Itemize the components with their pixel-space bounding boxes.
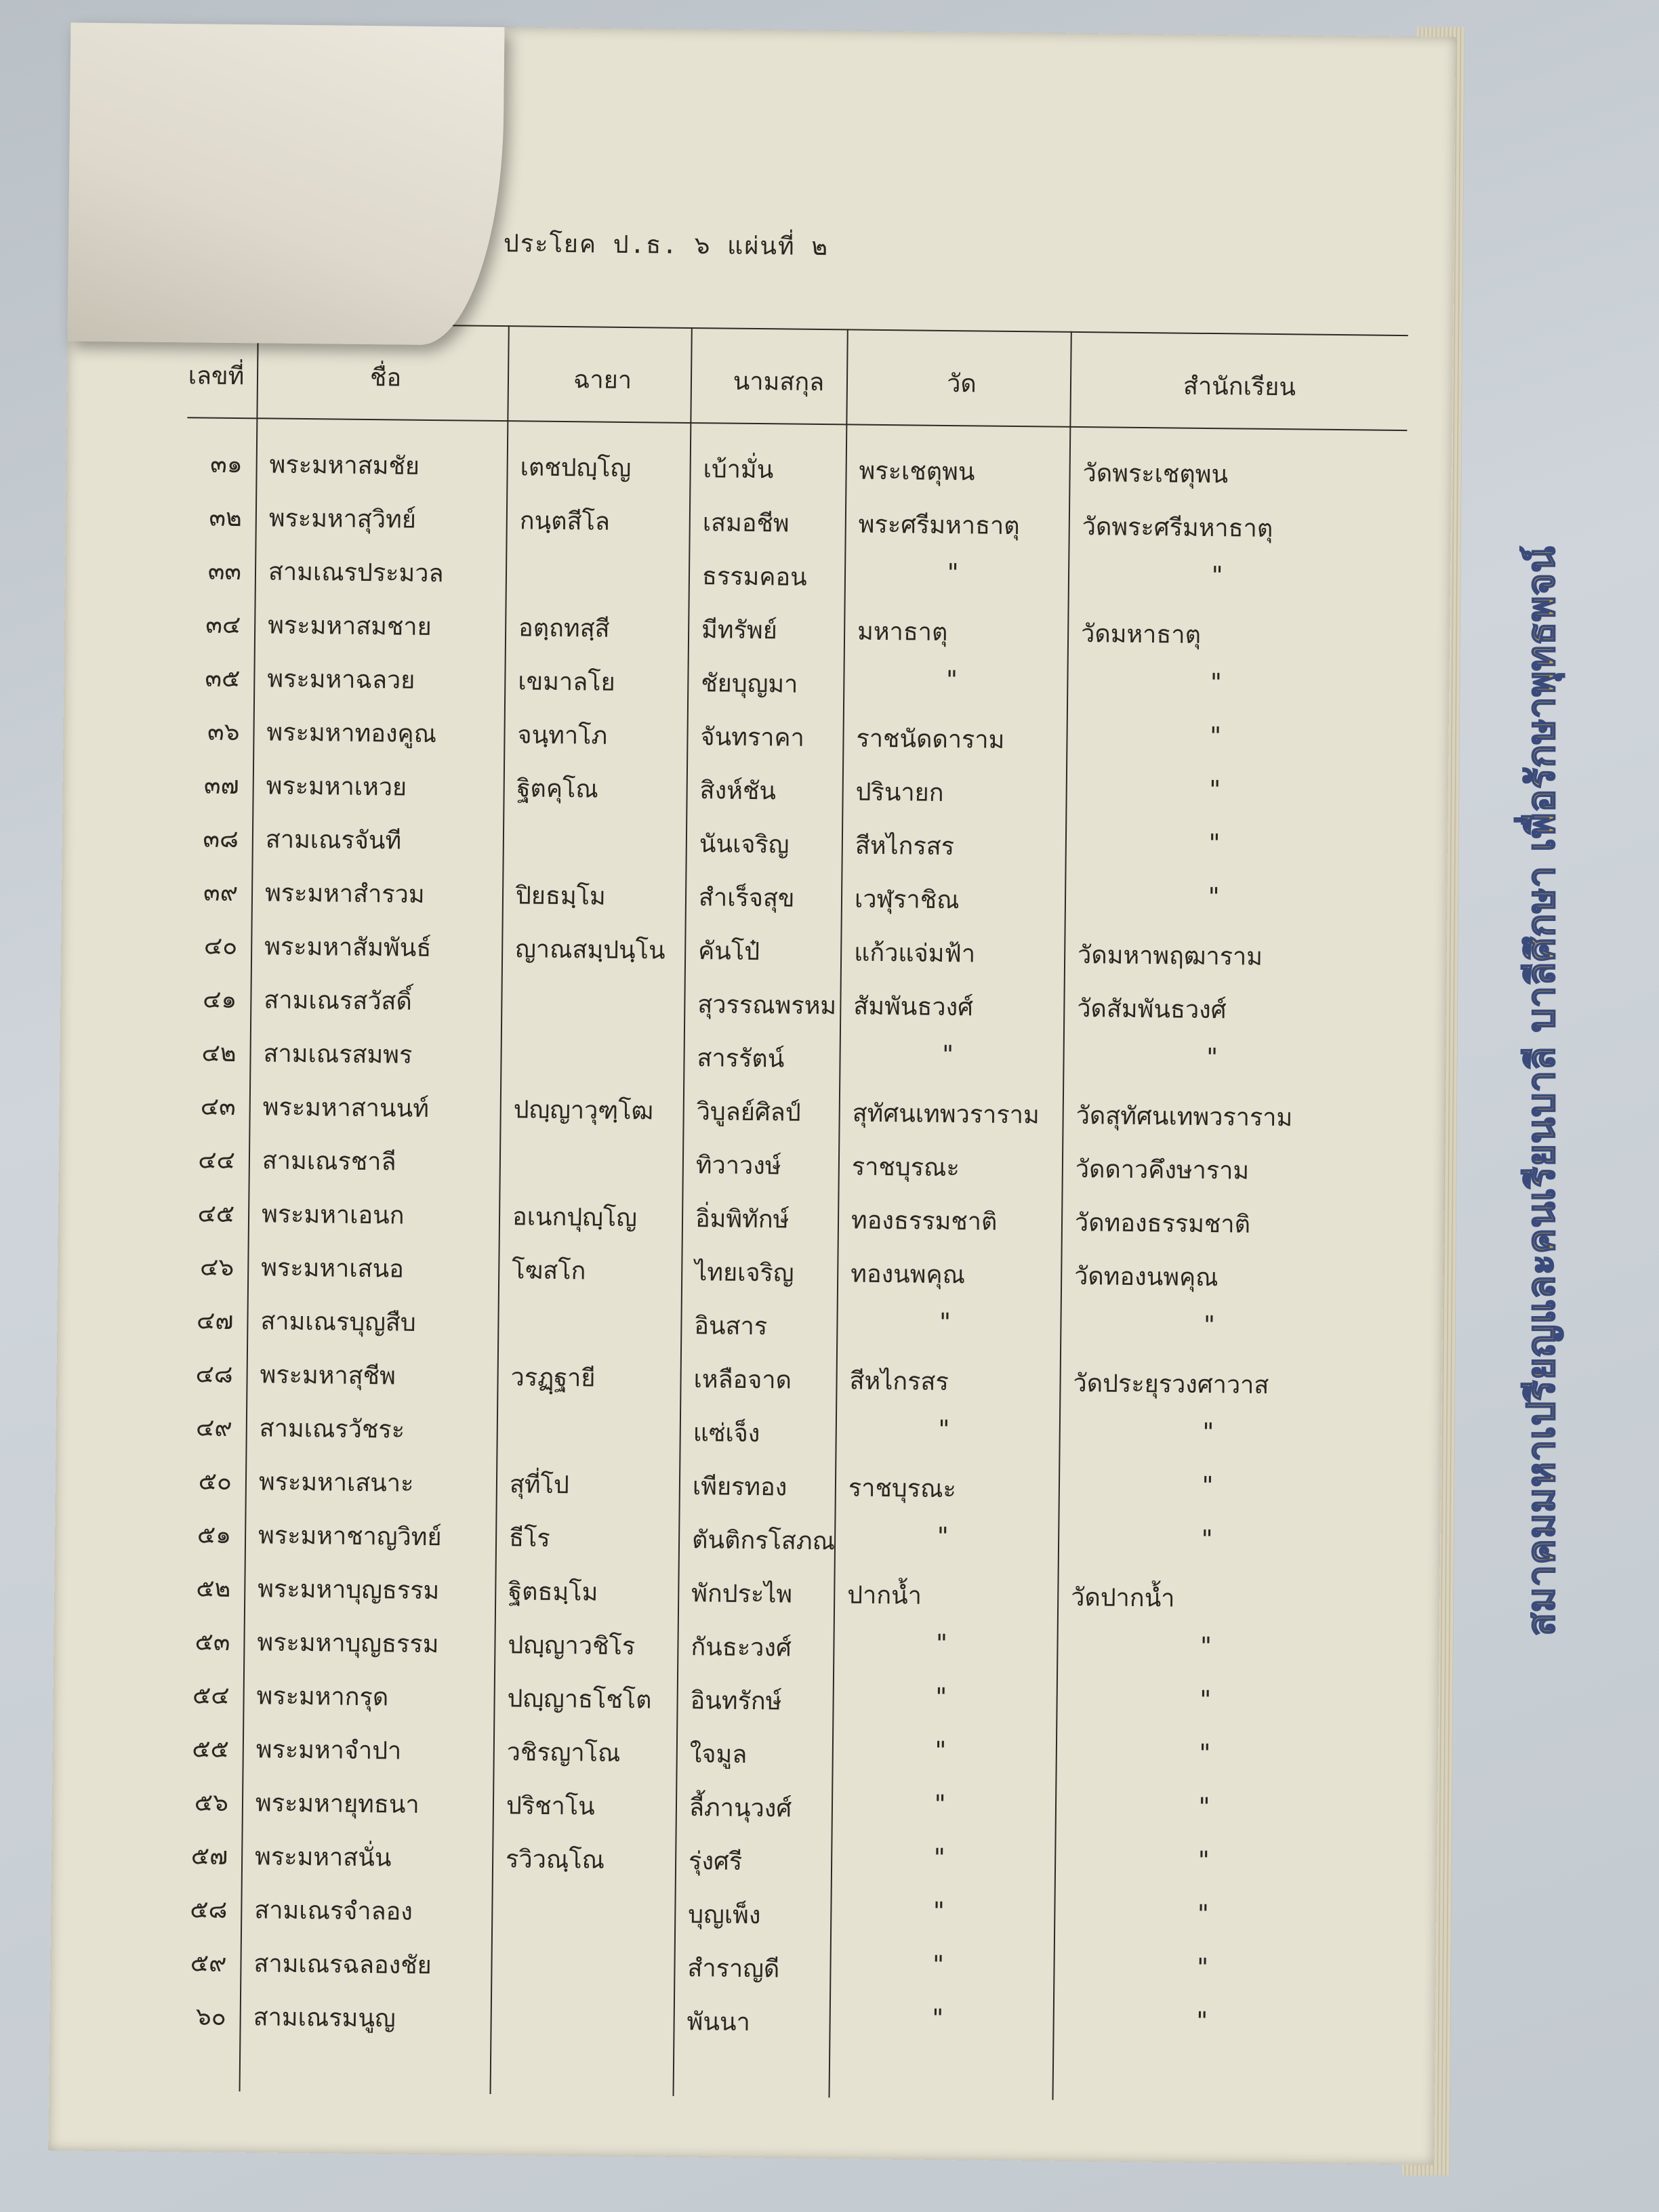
row-number: ๕๙ bbox=[190, 1949, 227, 1978]
name-cell: พระมหาสำรวม bbox=[264, 879, 425, 909]
row-number: ๕๔ bbox=[192, 1681, 230, 1710]
name-cell: พระมหาบุญธรรม bbox=[257, 1629, 439, 1659]
column-header: นามสกุล bbox=[733, 367, 825, 397]
row-number: ๕๗ bbox=[190, 1842, 228, 1870]
name-cell: พระมหาฉลวย bbox=[267, 665, 415, 695]
row-number: ๖๐ bbox=[195, 2003, 226, 2031]
row-number: ๕๑ bbox=[197, 1521, 232, 1549]
temple-cell: " bbox=[933, 1736, 948, 1765]
surname-cell: สำเร็จสุข bbox=[698, 884, 795, 913]
monastic-name-cell: ปญฺญาวชิโร bbox=[508, 1631, 636, 1661]
surname-cell: พักประไพ bbox=[691, 1580, 793, 1609]
surname-cell: จันทราคา bbox=[700, 723, 804, 752]
school-cell: วัดดาวคึงษาราม bbox=[1075, 1155, 1250, 1185]
name-cell: พระมหาสุวิทย์ bbox=[268, 504, 417, 534]
name-cell: สามเณรวัชระ bbox=[259, 1414, 405, 1444]
monastic-name-cell: ธีโร bbox=[508, 1524, 550, 1553]
monastic-name-cell: ญาณสมฺปนฺโน bbox=[514, 935, 665, 965]
monastic-name-cell: โฆสโก bbox=[512, 1256, 586, 1286]
temple-cell: " bbox=[936, 1415, 951, 1444]
surname-cell: นันเจริญ bbox=[699, 830, 790, 859]
temple-cell: " bbox=[944, 665, 960, 695]
surname-cell: เสมอชีพ bbox=[702, 509, 790, 538]
temple-cell: ทองนพคุณ bbox=[851, 1260, 966, 1290]
monastic-name-cell: วรฏฺฐายี bbox=[510, 1364, 596, 1393]
row-number: ๔๕ bbox=[197, 1200, 235, 1229]
temple-cell: " bbox=[933, 1683, 949, 1712]
document-page bbox=[49, 22, 1456, 2165]
name-cell: สามเณรบุญสืบ bbox=[260, 1307, 416, 1337]
school-cell: " bbox=[1208, 722, 1223, 751]
temple-cell: ราชบุรณะ bbox=[848, 1474, 957, 1504]
school-cell: วัดสัมพันธวงศ์ bbox=[1077, 995, 1227, 1025]
surname-cell: ทิวาวงษ์ bbox=[695, 1151, 781, 1181]
column-header: สำนักเรียน bbox=[1183, 372, 1296, 402]
temple-cell: ราชนัดดาราม bbox=[856, 724, 1005, 754]
temple-cell: พระเชตุพน bbox=[859, 457, 975, 487]
row-number: ๔๑ bbox=[203, 985, 237, 1015]
row-number: ๔๗ bbox=[196, 1307, 234, 1336]
school-cell: " bbox=[1197, 1739, 1212, 1768]
monastic-name-cell: ฐิตคุโณ bbox=[516, 775, 598, 804]
row-number: ๓๔ bbox=[205, 611, 241, 640]
temple-cell: " bbox=[930, 1950, 946, 1980]
temple-cell: มหาธาตุ bbox=[857, 617, 948, 647]
row-number: ๕๘ bbox=[190, 1896, 228, 1924]
name-cell: พระมหาเสนาะ bbox=[258, 1468, 414, 1498]
row-number: ๔๐ bbox=[203, 932, 238, 961]
column-divider bbox=[828, 329, 848, 2097]
surname-cell: ใจมูล bbox=[689, 1740, 747, 1769]
surname-cell: ลี้ภานุวงศ์ bbox=[689, 1794, 792, 1823]
surname-cell: สำราญดี bbox=[687, 1954, 780, 1984]
school-cell: วัดประยุรวงศาวาส bbox=[1073, 1369, 1269, 1400]
school-cell: " bbox=[1209, 562, 1225, 590]
surname-cell: ไทยเจริญ bbox=[695, 1258, 794, 1288]
name-cell: สามเณรจันที bbox=[265, 825, 402, 855]
school-cell: " bbox=[1204, 1043, 1220, 1072]
column-divider bbox=[239, 323, 259, 2091]
row-number: ๕๓ bbox=[194, 1628, 230, 1656]
temple-cell: " bbox=[932, 1843, 947, 1872]
school-cell: วัดพระเชตุพน bbox=[1082, 459, 1229, 489]
monastic-name-cell: ปญฺญาธโชโต bbox=[507, 1685, 652, 1715]
school-cell: " bbox=[1196, 1846, 1212, 1875]
name-cell: สามเณรจำลอง bbox=[254, 1896, 413, 1926]
row-number: ๕๖ bbox=[194, 1788, 229, 1817]
name-cell: พระมหาสมชาย bbox=[267, 611, 432, 642]
school-cell: " bbox=[1200, 1471, 1216, 1500]
surname-cell: เบ้ามั่น bbox=[703, 455, 774, 485]
monastic-name-cell: อตฺถทสฺสี bbox=[518, 614, 610, 643]
name-cell: สามเณรสวัสดิ์ bbox=[264, 986, 413, 1016]
name-cell: พระมหากรุด bbox=[256, 1682, 389, 1712]
row-number: ๕๒ bbox=[196, 1574, 231, 1603]
surname-cell: คันโป๋ bbox=[697, 937, 760, 966]
temple-cell: " bbox=[940, 1040, 956, 1069]
name-cell: สามเณรประมวล bbox=[268, 558, 444, 588]
column-divider bbox=[490, 325, 510, 2094]
column-header: ฉายา bbox=[573, 366, 632, 395]
table-header-rule bbox=[187, 417, 1407, 431]
name-cell: สามเณรชาลี bbox=[262, 1147, 396, 1176]
row-number: ๔๔ bbox=[198, 1146, 236, 1175]
surname-cell: มีทรัพย์ bbox=[701, 616, 777, 645]
name-cell: พระมหาสัมพันธ์ bbox=[264, 933, 432, 963]
surname-cell: รุ่งศรี bbox=[688, 1847, 743, 1876]
surname-cell: สารรัตน์ bbox=[697, 1044, 785, 1073]
name-cell: สามเณรฉลองชัย bbox=[253, 1950, 432, 1980]
temple-cell: แก้วแจ่มฟ้า bbox=[853, 939, 976, 968]
name-cell: พระมหาจำปา bbox=[255, 1736, 402, 1765]
name-cell: สามเณรสมพร bbox=[263, 1040, 413, 1069]
monastic-name-cell: ปิยธมฺโม bbox=[515, 882, 606, 911]
school-cell: " bbox=[1195, 1953, 1210, 1982]
surname-cell: แซ่เจ็ง bbox=[693, 1419, 760, 1448]
name-cell: พระมหาสนั่น bbox=[254, 1843, 392, 1872]
row-number: ๔๖ bbox=[199, 1253, 234, 1282]
school-cell: วัดทองนพคุณ bbox=[1073, 1262, 1218, 1292]
surname-cell: ตันติกรโสภณ bbox=[691, 1526, 836, 1556]
name-cell: พระมหาเหวย bbox=[266, 772, 407, 802]
temple-cell: พระศรีมหาธาตุ bbox=[858, 510, 1020, 541]
row-number: ๔๘ bbox=[195, 1360, 233, 1389]
temple-cell: " bbox=[935, 1522, 951, 1551]
row-number: ๓๓ bbox=[207, 557, 242, 586]
name-cell: พระมหาบุญธรรม bbox=[258, 1575, 440, 1605]
column-header: วัด bbox=[946, 369, 977, 398]
temple-cell: " bbox=[930, 2004, 945, 2033]
temple-cell: สีหไกรสร bbox=[855, 832, 955, 861]
school-cell: " bbox=[1194, 2007, 1210, 2036]
school-cell: " bbox=[1208, 669, 1224, 697]
monastic-name-cell: ปญฺญาวุฑฺโฒ bbox=[513, 1096, 654, 1126]
school-cell: วัดทองธรรมชาติ bbox=[1074, 1208, 1251, 1239]
temple-cell: เวฬุราชิณ bbox=[854, 885, 960, 915]
row-number: ๕๐ bbox=[198, 1467, 232, 1496]
page-title: ประโยค ป.ธ. ๖ แผ่นที่ ๒ bbox=[503, 230, 830, 262]
temple-cell: ปากน้ำ bbox=[847, 1581, 922, 1610]
temple-cell: " bbox=[937, 1308, 953, 1337]
temple-cell: " bbox=[934, 1629, 949, 1658]
temple-cell: ราชบุรณะ bbox=[851, 1153, 960, 1183]
monastic-name-cell: วชิรญาโณ bbox=[506, 1738, 621, 1768]
temple-cell: สุทัศนเทพวราราม bbox=[852, 1099, 1040, 1130]
watermark-text: สมาคมมหาเปรียญและคนเรียนบาลี บาลีศึกษา เพื่อรักษาพุทธพจน์ bbox=[1519, 546, 1563, 1637]
temple-cell: สีหไกรสร bbox=[849, 1367, 949, 1397]
row-number: ๔๙ bbox=[195, 1414, 233, 1442]
school-cell: วัดพระศรีมหาธาตุ bbox=[1082, 513, 1273, 543]
surname-cell: กันธะวงศ์ bbox=[691, 1633, 792, 1662]
surname-cell: สิงห์ชัน bbox=[699, 777, 777, 806]
temple-cell: ปรินายก bbox=[855, 778, 944, 807]
school-cell: " bbox=[1206, 883, 1222, 912]
surname-cell: เพียรทอง bbox=[692, 1473, 787, 1502]
temple-cell: " bbox=[931, 1897, 947, 1926]
school-cell: " bbox=[1207, 776, 1223, 804]
monastic-name-cell: เขมาลโย bbox=[518, 668, 615, 697]
school-cell: " bbox=[1198, 1632, 1214, 1661]
school-cell: " bbox=[1206, 830, 1222, 858]
school-cell: วัดสุทัศนเทพวราราม bbox=[1076, 1102, 1293, 1132]
surname-cell: ชัยบุญมา bbox=[701, 670, 798, 699]
school-cell: " bbox=[1197, 1685, 1213, 1715]
temple-cell: " bbox=[945, 558, 961, 588]
name-cell: สามเณรมนูญ bbox=[253, 2003, 396, 2033]
school-cell: วัดมหาพฤฒาราม bbox=[1077, 941, 1263, 971]
name-cell: พระมหายุทธนา bbox=[255, 1789, 419, 1819]
school-cell: " bbox=[1195, 1900, 1211, 1929]
school-cell: " bbox=[1202, 1311, 1217, 1340]
surname-cell: บุญเพ็ง bbox=[688, 1901, 761, 1930]
row-number: ๕๕ bbox=[192, 1735, 230, 1763]
column-header: เลขที่ bbox=[188, 362, 245, 391]
column-header: ชื่อ bbox=[369, 364, 402, 392]
monastic-name-cell: อเนกปุญฺโญ bbox=[512, 1203, 638, 1233]
row-number: ๔๓ bbox=[200, 1092, 236, 1122]
name-cell: พระมหาสานนท์ bbox=[262, 1093, 430, 1124]
temple-cell: ทองธรรมชาติ bbox=[851, 1206, 998, 1236]
monastic-name-cell: ฐิตธมฺโม bbox=[508, 1578, 598, 1607]
surname-cell: อินทรักษ์ bbox=[690, 1687, 782, 1716]
name-cell: พระมหาเสนอ bbox=[261, 1254, 405, 1284]
name-cell: พระมหาเอนก bbox=[261, 1200, 405, 1230]
row-number: ๓๕ bbox=[205, 664, 241, 693]
surname-cell: เหลือจาด bbox=[693, 1366, 792, 1395]
school-cell: " bbox=[1200, 1525, 1215, 1554]
surname-cell: อินสาร bbox=[694, 1312, 768, 1341]
name-cell: พระมหาชาญวิทย์ bbox=[258, 1521, 442, 1552]
surname-cell: สุวรรณพรหม bbox=[697, 991, 837, 1021]
monastic-name-cell: กนฺตสีโล bbox=[519, 507, 611, 536]
school-cell: " bbox=[1200, 1418, 1216, 1447]
monastic-name-cell: จนฺทาโภ bbox=[517, 721, 608, 750]
temple-cell: สัมพันธวงศ์ bbox=[853, 992, 974, 1022]
row-number: ๓๑ bbox=[210, 450, 243, 479]
row-number: ๓๗ bbox=[203, 771, 239, 800]
monastic-name-cell: ปริชาโน bbox=[506, 1792, 595, 1821]
column-divider bbox=[1052, 331, 1071, 2100]
surname-cell: พันนา bbox=[687, 2008, 751, 2037]
name-cell: พระมหาสุชีพ bbox=[260, 1361, 396, 1391]
row-number: ๓๒ bbox=[209, 504, 243, 533]
temple-cell: " bbox=[932, 1790, 948, 1819]
row-number: ๓๙ bbox=[203, 878, 239, 907]
folded-page-corner bbox=[68, 22, 505, 346]
surname-cell: วิบูลย์ศิลป์ bbox=[696, 1098, 801, 1127]
column-divider bbox=[673, 327, 693, 2096]
surname-cell: อิ่มพิทักษ์ bbox=[695, 1205, 790, 1234]
surname-cell: ธรรมคอน bbox=[701, 562, 807, 592]
monastic-name-cell: เตชปญฺโญ bbox=[520, 453, 632, 483]
school-cell: วัดมหาธาตุ bbox=[1080, 620, 1202, 649]
monastic-name-cell: รวิวณฺโณ bbox=[505, 1845, 605, 1875]
name-cell: พระมหาสมชัย bbox=[269, 451, 420, 480]
school-cell: " bbox=[1196, 1793, 1212, 1822]
school-cell: วัดปากน้ำ bbox=[1071, 1583, 1175, 1613]
row-number: ๓๘ bbox=[203, 825, 239, 854]
name-cell: พระมหาทองคูณ bbox=[266, 718, 437, 749]
monastic-name-cell: สุที่โป bbox=[509, 1471, 570, 1500]
row-number: ๔๒ bbox=[201, 1039, 237, 1068]
row-number: ๓๖ bbox=[207, 718, 240, 747]
